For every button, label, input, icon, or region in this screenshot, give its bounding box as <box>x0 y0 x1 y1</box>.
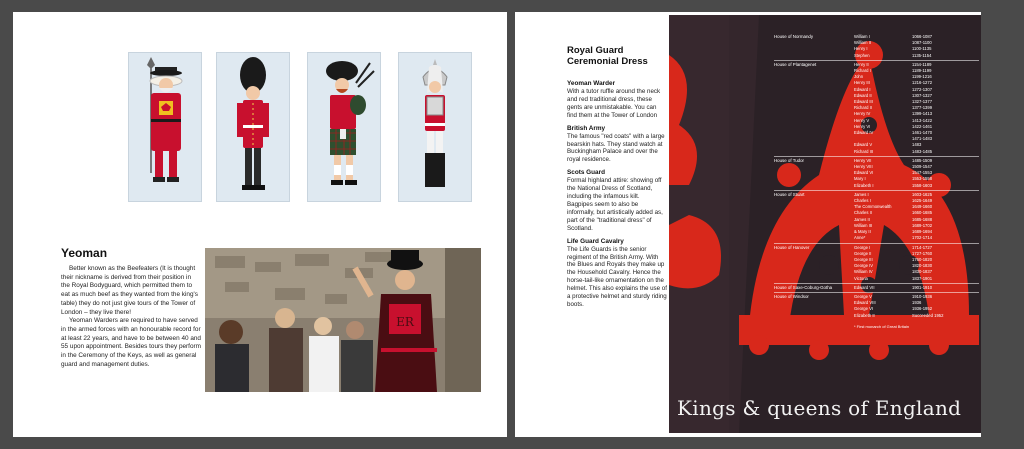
monarch-reign: 1087-1100 <box>912 40 932 46</box>
monarch-reign: 1485-1509 <box>912 157 933 163</box>
house-block <box>774 157 979 191</box>
monarch-name: George VI <box>854 306 874 312</box>
monarch-row <box>854 149 979 155</box>
monarch-reign: 1727-1760 <box>912 250 933 256</box>
monarch-name: Edward VIII <box>854 300 876 306</box>
monarch-row <box>854 235 979 241</box>
house-name: House of Tudor <box>774 157 805 163</box>
monarch-name: William III <box>854 222 873 228</box>
monarch-name: Elizabeth I <box>854 182 874 188</box>
monarch-name: Richard I <box>854 68 871 74</box>
monarch-name: Henry VIII <box>854 164 873 170</box>
yeoman-paragraph: Better known as the Beefeaters (It is thought their nickname is derived from their position in the Royal Bodyguard, which permitted them to eat as much beef as they wanted from the king's table) they do not just give tours of the Tower of London – they live there! <box>61 265 198 316</box>
svg-text:ER: ER <box>396 315 414 329</box>
monarch-reign: 1625-1649 <box>912 198 933 204</box>
monarch-row <box>854 183 979 189</box>
monarch-name: Edward IV <box>854 130 874 136</box>
monarch-reign: 1154-1189 <box>912 61 932 67</box>
monarch-table <box>774 33 979 329</box>
monarch-reign: 1413-1422 <box>912 117 933 123</box>
monarch-name: Victoria <box>854 275 868 281</box>
monarch-name: Henry IV <box>854 111 871 117</box>
yeoman-heading: Yeoman <box>61 246 108 260</box>
monarch-name: Edward V <box>854 142 873 148</box>
house-name: House of Windsor <box>774 293 809 299</box>
monarch-reign: 1199-1216 <box>912 74 932 80</box>
monarch-reign: 1936 <box>912 300 922 306</box>
monarch-row <box>854 276 979 282</box>
monarch-name: Henry VI <box>854 123 871 129</box>
monarch-reign: 1547-1553 <box>912 170 933 176</box>
monarch-name: William IV <box>854 269 873 275</box>
monarch-name: Charles I <box>854 198 871 204</box>
monarch-reign: 1901-1910 <box>912 284 933 290</box>
monarch-name: Henry III <box>854 80 870 86</box>
right-page <box>515 12 981 437</box>
monarch-name: Edward III <box>854 99 873 105</box>
monarch-name: William II <box>854 40 871 46</box>
monarch-reign: 1189-1199 <box>912 68 932 74</box>
guard-section <box>567 238 667 309</box>
guard-section-text: The famous "red coats" with a large bearskin hats. They stand watch at Buckingham Palace and over the royal residence. <box>567 132 665 164</box>
house-block <box>774 293 979 320</box>
house-block <box>774 61 979 157</box>
house-name: House of Stuart <box>774 191 805 197</box>
monarch-reign: 1660-1685 <box>912 210 933 216</box>
monarch-name: Edward I <box>854 86 871 92</box>
monarch-reign: 1509-1547 <box>912 164 933 170</box>
monarch-reign: 1649-1660 <box>912 204 933 210</box>
kings-queens-collage <box>669 15 981 433</box>
monarch-name: The Commonwealth <box>854 204 892 210</box>
monarch-row <box>854 53 979 59</box>
guard-section <box>567 169 667 232</box>
monarch-name: Richard II <box>854 105 872 111</box>
guard-section-heading: Scots Guard <box>567 169 605 177</box>
monarch-reign: 1483 <box>912 142 922 148</box>
monarch-row <box>854 313 979 319</box>
house-block <box>774 33 979 61</box>
beefeater-tour-photo <box>205 248 481 392</box>
monarch-row <box>854 285 979 291</box>
monarch-reign: 1603-1625 <box>912 191 933 197</box>
monarch-reign: 1272-1307 <box>912 86 933 92</box>
guard-section <box>567 125 667 165</box>
monarch-name: George II <box>854 250 872 256</box>
monarch-name: Henry V <box>854 117 870 123</box>
monarch-name: Stephen <box>854 52 870 58</box>
monarch-name: Edward VII <box>854 284 875 290</box>
house-name: House of Saxe-Coburg-Gotha <box>774 284 833 290</box>
monarch-reign: 1689-1702 <box>912 222 933 228</box>
guard-section <box>567 80 667 120</box>
monarch-reign: 1910-1936 <box>912 293 933 299</box>
guard-section-heading: Life Guard Cavalry <box>567 237 624 245</box>
yeoman-description <box>61 265 201 369</box>
monarch-reign: 1714-1727 <box>912 244 933 250</box>
house-name: House of Plantagenet <box>774 61 817 67</box>
ceremonial-dress-title: Royal Guard Ceremonial Dress <box>567 45 648 67</box>
monarch-reign: 1936-1952 <box>912 306 933 312</box>
house-name: House of Normandy <box>774 34 814 39</box>
monarch-reign: 1837-1901 <box>912 275 933 281</box>
house-block <box>774 191 979 244</box>
kings-queens-title: Kings & queens of England <box>677 396 962 420</box>
yeoman-paragraph: Yeoman Warders are required to have served in the armed forces with an honourable record for at least 22 years, and have to be between 40 and 55 upon appointment. Besides tours they perform in the Ceremony of the Keys, as well as general guard and management duties. <box>61 317 201 368</box>
monarch-name: Henry VII <box>854 157 872 163</box>
monarch-reign: 1422-1461 <box>912 123 933 129</box>
monarch-name: Elizabeth II <box>854 312 875 318</box>
monarch-name: James I <box>854 191 869 197</box>
monarch-name: Mary I <box>854 176 866 182</box>
monarch-name: Edward II <box>854 92 872 98</box>
house-block <box>774 284 979 293</box>
life-guard-cavalry-illustration <box>398 52 472 202</box>
monarch-reign: 1483-1485 <box>912 148 933 154</box>
great-britain-footnote: * First monarch of Great Britain <box>854 323 910 329</box>
monarch-reign: 1553-1558 <box>912 176 933 182</box>
guard-sections <box>567 80 667 314</box>
monarch-reign: 1702-1714 <box>912 235 933 241</box>
monarch-name: Charles II <box>854 210 872 216</box>
guard-section-text: The Life Guards is the senior regiment of the British Army. With the Blues and Royals they make up the Household Cavalry. Hence the horse-tail-like ornamentation on the helmet. This also explains the use of a protective helmet and sturdy riding boots. <box>567 245 667 308</box>
house-block <box>774 244 979 284</box>
guard-section-text: Formal highland attire: showing off the National Dress of Scotland, including the infamous kilt. Bagpipes seem to also be informally, but artistically added as, part of the "traditional dress" of Scotland. <box>567 177 663 232</box>
monarch-reign: 1689-1694 <box>912 229 933 235</box>
monarch-reign: 1216-1272 <box>912 80 933 86</box>
scots-guard-piper-illustration <box>307 52 381 202</box>
monarch-name: William I <box>854 34 870 39</box>
monarch-name: Henry II <box>854 61 869 67</box>
monarch-reign: 1760-1820 <box>912 256 933 262</box>
monarch-name: Richard III <box>854 148 874 154</box>
monarch-reign: 1377-1399 <box>912 105 933 111</box>
left-page <box>13 12 507 437</box>
monarch-reign: 1100-1135 <box>912 46 932 52</box>
monarch-name: John <box>854 74 864 80</box>
monarch-name: James II <box>854 216 870 222</box>
monarch-name: George IV <box>854 263 874 269</box>
guard-section-text: With a tutor ruffle around the neck and red traditional dress, these gents are unmistakable. You can find them at the Tower of London <box>567 88 661 119</box>
guard-section-heading: British Army <box>567 124 606 132</box>
monarch-name: George III <box>854 256 873 262</box>
monarch-name: George V <box>854 293 872 299</box>
monarch-reign: Succeeded 1952 <box>912 312 944 318</box>
monarch-name: George I <box>854 244 871 250</box>
monarch-reign: 1135-1154 <box>912 52 932 58</box>
monarch-reign: 1820-1830 <box>912 263 933 269</box>
yeoman-warder-illustration <box>128 52 202 202</box>
british-army-guard-illustration <box>216 52 290 202</box>
monarch-name: Edward VI <box>854 170 874 176</box>
monarch-reign: 1066-1087 <box>912 34 933 39</box>
monarch-reign: 1327-1377 <box>912 99 933 105</box>
monarch-name: Henry I <box>854 46 868 52</box>
guard-section-heading: Yeoman Warder <box>567 80 616 87</box>
monarch-reign: 1830-1837 <box>912 269 933 275</box>
house-name: House of Hanover <box>774 244 810 250</box>
monarch-reign: 1558-1603 <box>912 182 933 188</box>
monarch-reign: 1307-1327 <box>912 92 933 98</box>
monarch-reign: 1461-1470 <box>912 130 933 136</box>
monarch-name: & Mary II <box>854 229 871 235</box>
monarch-reign: 1399-1413 <box>912 111 933 117</box>
monarch-reign: 1471-1483 <box>912 136 933 142</box>
monarch-reign: 1685-1688 <box>912 216 933 222</box>
monarch-name: Anne* <box>854 235 866 241</box>
